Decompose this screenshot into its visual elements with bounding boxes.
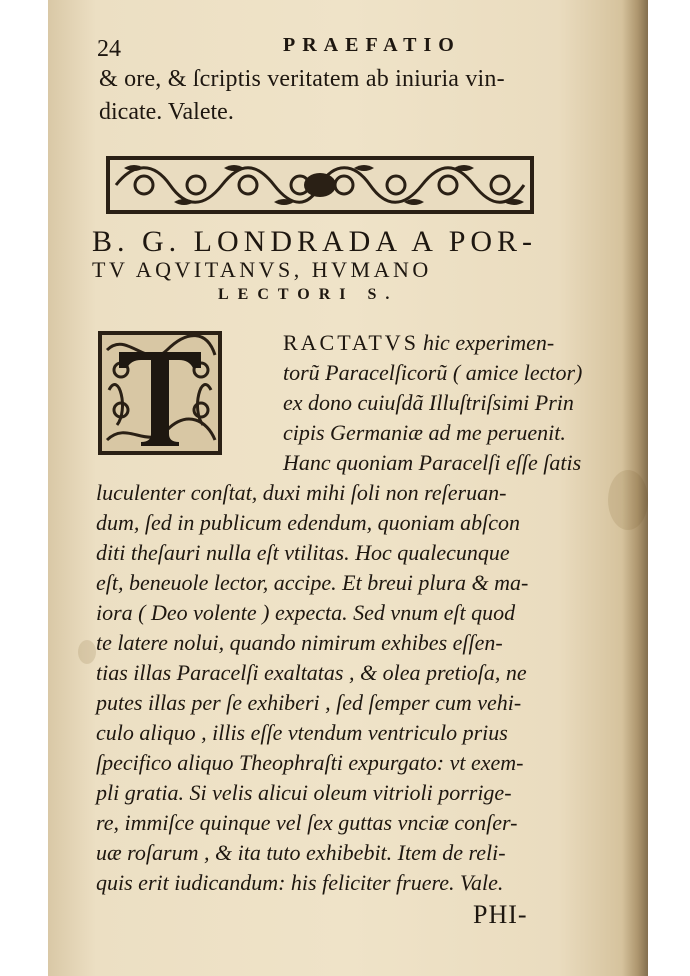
body-line-4: cipis Germaniæ ad me peruenit.	[283, 420, 566, 445]
body-text-span: hic experimen-	[422, 330, 555, 355]
decorated-initial-t-icon	[97, 330, 223, 456]
closing-line-1: & ore, & ſcriptis veritatem ab iniuria vin-	[99, 66, 505, 92]
body-line-19: quis erit iudicandum: his feliciter fruere. Vale.	[96, 870, 504, 895]
body-line-9: eſt, beneuole lector, accipe. Et breui plura & ma-	[96, 570, 529, 595]
section-heading-line-2: TV AQVITANVS, HVMANO	[92, 257, 432, 282]
closing-line-2: dicate. Valete.	[99, 99, 234, 125]
body-line-5: Hanc quoniam Paracelſi eſſe ſatis	[283, 450, 582, 475]
body-line-3: ex dono cuiuſdã Illuſtriſsimi Prin	[283, 390, 574, 415]
body-line-6: luculenter conſtat, duxi mihi ſoli non reſeruan-	[96, 480, 507, 505]
body-line-1	[283, 330, 554, 356]
body-line-2: torũ Paracelſicorũ ( amice lector)	[283, 360, 583, 385]
page-number: 24	[97, 36, 121, 62]
section-heading-line-3: LECTORI S.	[218, 286, 399, 303]
body-line-15: ſpecifico aliquo Theophraſti expurgato: vt exem-	[96, 750, 524, 775]
paper-stain	[78, 640, 96, 664]
first-word: RACTATVS	[283, 330, 419, 355]
body-line-12: tias illas Paracelſi exaltatas , & olea pretioſa, ne	[96, 660, 527, 685]
body-line-11: te latere nolui, quando nimirum exhibes eſſen-	[96, 630, 503, 655]
body-line-18: uæ roſarum , & ita tuto exhibebit. Item de reli-	[96, 840, 506, 865]
body-line-13: putes illas per ſe exhiberi , ſed ſemper cum vehi-	[96, 690, 522, 715]
running-head: PRAEFATIO	[283, 34, 461, 56]
body-line-14: culo aliquo , illis eſſe vtendum ventriculo prius	[96, 720, 508, 745]
section-heading-line-1: B. G. LONDRADA A POR-	[92, 225, 538, 258]
body-line-7: dum, ſed in publicum edendum, quoniam abſcon	[96, 510, 521, 535]
catchword: PHI-	[473, 900, 528, 929]
body-line-17: re, immiſce quinque vel ſex guttas vnciæ conſer-	[96, 810, 518, 835]
body-line-10: iora ( Deo volente ) expecta. Sed vnum eſt quod	[96, 600, 516, 625]
body-line-8: diti theſauri nulla eſt vtilitas. Hoc qualecunque	[96, 540, 510, 565]
body-line-16: pli gratia. Si velis alicui oleum vitrioli porrige-	[96, 780, 512, 805]
decorative-headpiece-ornament	[104, 154, 536, 216]
page-gutter-shadow	[622, 0, 648, 976]
